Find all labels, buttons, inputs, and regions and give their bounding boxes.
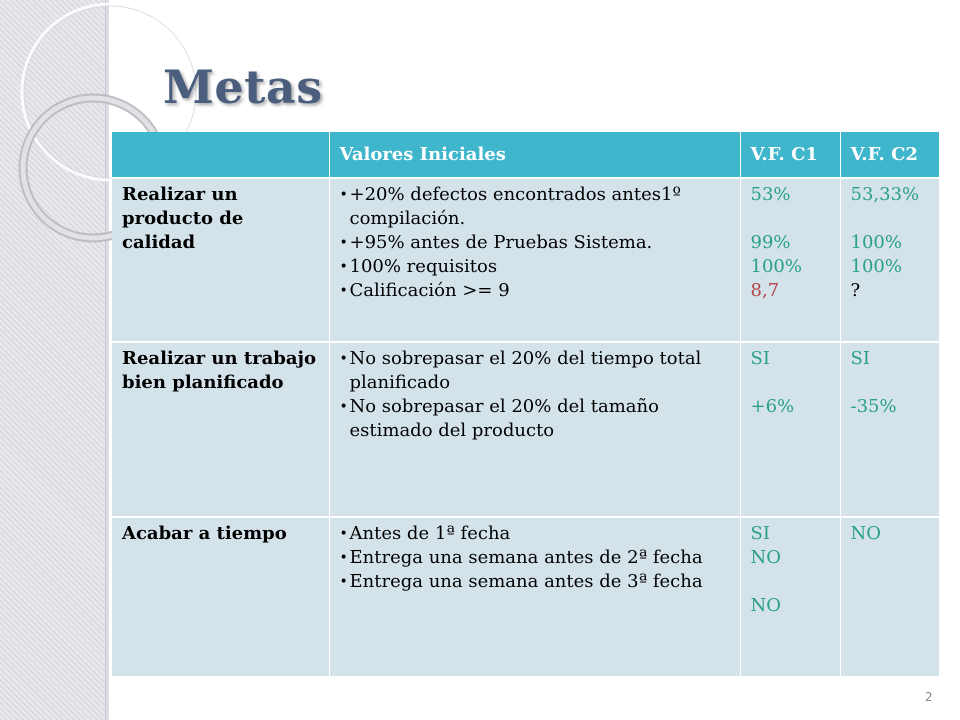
vf-c1-cell — [740, 178, 840, 342]
value: 53% — [750, 184, 791, 205]
value: SI — [850, 348, 870, 369]
goal-label: Realizar un trabajo bien planificado — [112, 342, 329, 517]
value: 99% — [750, 232, 791, 253]
table-row-timing — [112, 517, 939, 676]
value — [751, 371, 830, 395]
value: SI — [750, 348, 770, 369]
table-header-row — [112, 132, 939, 178]
value: 100% — [850, 232, 902, 253]
header-vf-c2: V.F. C2 — [840, 132, 939, 178]
value: NO — [750, 595, 782, 616]
value: SI — [750, 523, 770, 544]
vf-c1-cell — [740, 342, 840, 517]
list-item: • Entrega una semana antes de 2ª fecha — [340, 546, 730, 570]
initial-values-cell — [329, 178, 740, 342]
table-row-planning — [112, 342, 939, 517]
value — [851, 207, 930, 231]
bullet-list — [340, 522, 730, 594]
value — [751, 570, 830, 594]
list-item: • 100% requisitos — [340, 255, 730, 279]
vf-c2-cell — [840, 517, 939, 676]
goals-table — [112, 132, 939, 676]
value: NO — [850, 523, 882, 544]
header-empty — [112, 132, 329, 178]
value: NO — [750, 547, 782, 568]
list-item: • No sobrepasar el 20% del tamaño estimado del producto — [340, 395, 730, 443]
value: 53,33% — [850, 184, 920, 205]
list-item: • Entrega una semana antes de 3ª fecha — [340, 570, 730, 594]
goal-label: Acabar a tiempo — [112, 517, 329, 676]
list-item: • No sobrepasar el 20% del tiempo total planificado — [340, 347, 730, 395]
list-item: • +95% antes de Pruebas Sistema. — [340, 231, 730, 255]
value — [751, 207, 830, 231]
header-vf-c1: V.F. C1 — [740, 132, 840, 178]
value — [851, 371, 930, 395]
vf-c2-cell — [840, 178, 939, 342]
value: -35% — [850, 396, 897, 417]
goal-label: Realizar un producto de calidad — [112, 178, 329, 342]
list-item: • +20% defectos encontrados antes1º compilación. — [340, 183, 730, 231]
bullet-list — [340, 347, 730, 443]
value: 8,7 — [750, 280, 780, 301]
value: ? — [850, 280, 861, 301]
list-item: • Antes de 1ª fecha — [340, 522, 730, 546]
value: 100% — [850, 256, 902, 277]
list-item: • Calificación >= 9 — [340, 279, 730, 303]
bullet-list — [340, 183, 730, 303]
vf-c2-cell — [840, 342, 939, 517]
slide-title: Metas — [163, 60, 323, 114]
table-row-quality — [112, 178, 939, 342]
value: 100% — [750, 256, 802, 277]
value: +6% — [750, 396, 795, 417]
initial-values-cell — [329, 342, 740, 517]
header-initial-values: Valores Iniciales — [329, 132, 740, 178]
vf-c1-cell — [740, 517, 840, 676]
initial-values-cell — [329, 517, 740, 676]
page-number: 2 — [925, 690, 933, 704]
